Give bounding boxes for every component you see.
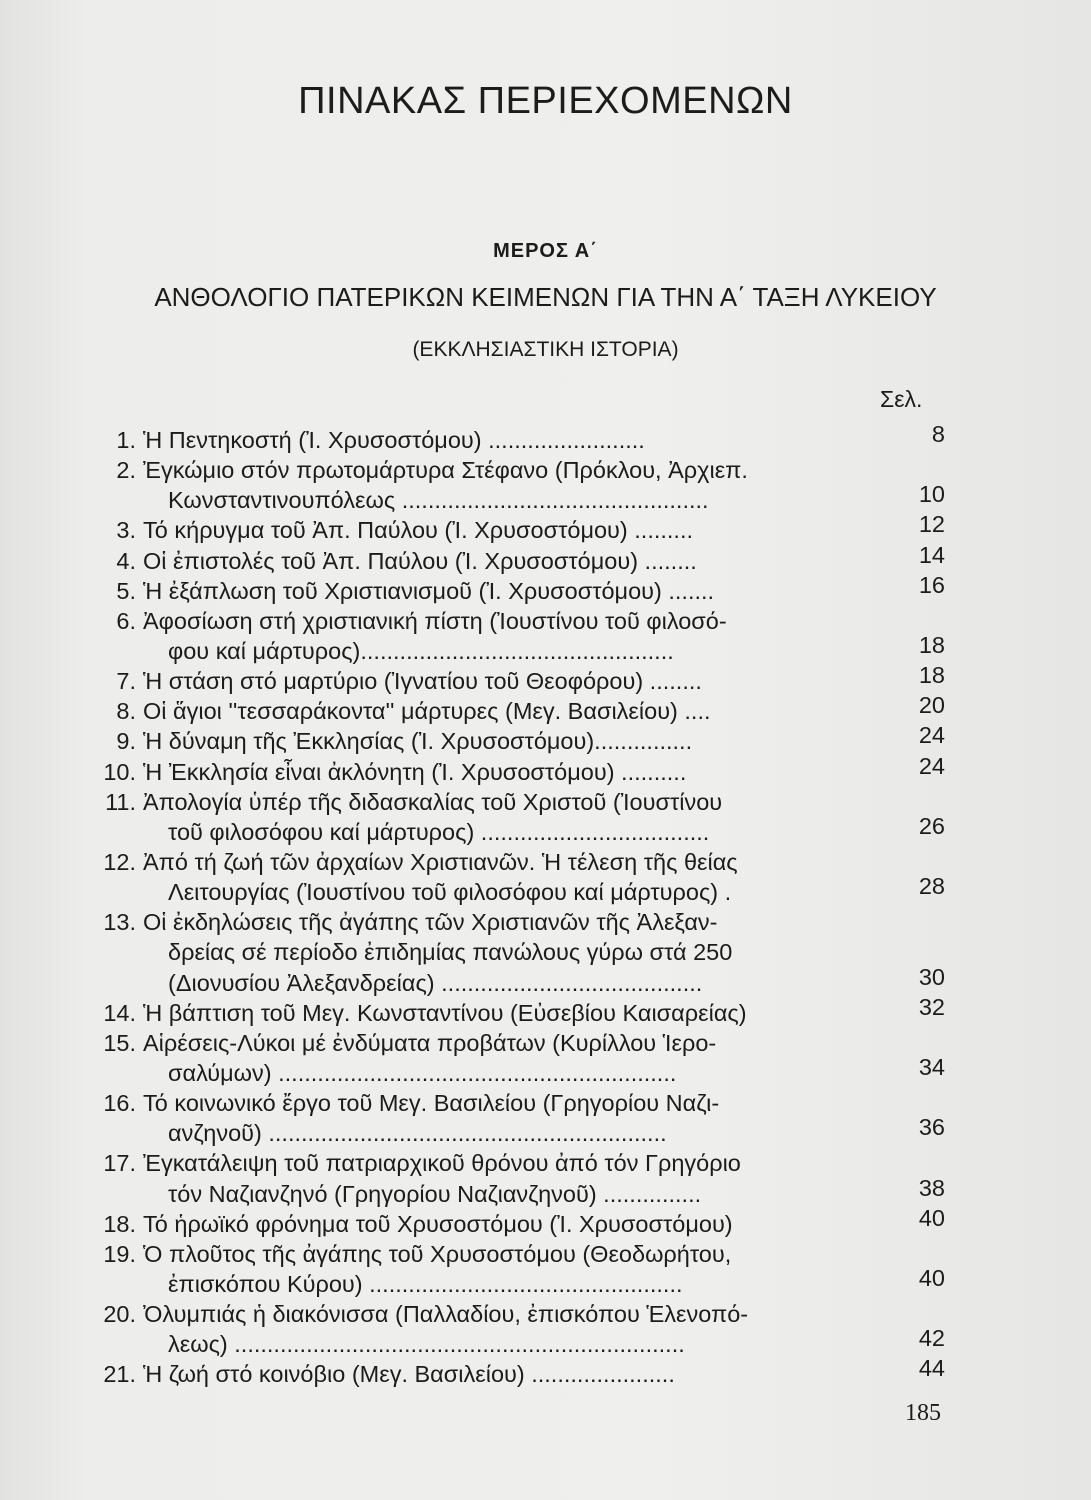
- toc-entry-page: 16: [918, 571, 945, 598]
- toc-entry-line: [0, 1053, 1091, 1088]
- toc-entry-number: 3.: [116, 517, 136, 544]
- toc-entry-title: Ἡ δύναμη τῆς Ἐκκλησίας (Ἰ. Χρυσοστόμου)...............: [143, 728, 693, 755]
- toc-entry-line: [0, 421, 1091, 455]
- toc-entry-title: Λειτουργίας (Ἰουστίνου τοῦ φιλοσόφου καί μάρτυρος) .: [168, 879, 732, 906]
- toc-entry-number: 20.: [103, 1301, 136, 1328]
- page-number: 185: [905, 1400, 941, 1426]
- toc-entry-page: 24: [918, 722, 945, 749]
- toc-entry-page: 38: [918, 1174, 945, 1201]
- toc-entry-page: 30: [918, 963, 945, 990]
- toc-entry-title: τοῦ φιλοσόφου καί μάρτυρος) ...................................: [168, 818, 710, 845]
- toc-entry-number: 14.: [103, 999, 136, 1026]
- toc-entry-number: 5.: [116, 577, 136, 604]
- toc-entry-title: δρείας σέ περίοδο ἐπιδημίας πανώλους γύρω στά 250: [168, 939, 733, 966]
- toc-entry-page: 40: [918, 1264, 945, 1291]
- toc-entry-line: [0, 571, 1091, 606]
- page-title: ΠΙΝΑΚΑΣ ΠΕΡΙΕΧΟΜΕΝΩΝ: [298, 80, 793, 122]
- toc-entry-title: Ἡ ἐξάπλωση τοῦ Χριστιανισμοῦ (Ἰ. Χρυσοστόμου) .......: [143, 577, 715, 604]
- toc-entry-number: 8.: [116, 698, 136, 725]
- toc-entry-page: 18: [918, 662, 945, 689]
- toc-entry-number: 13.: [103, 909, 136, 936]
- toc-entry-title: Τό κήρυγμα τοῦ Ἀπ. Παύλου (Ἰ. Χρυσοστόμου) .........: [143, 517, 694, 544]
- toc-entry-page: 12: [918, 511, 945, 538]
- toc-entry: [0, 1299, 1091, 1359]
- toc-entry: [0, 421, 1091, 455]
- page-column-label: Σελ.: [880, 386, 923, 412]
- toc-entry-line: [0, 873, 1091, 907]
- toc-entry: [0, 1204, 1091, 1239]
- toc-entry-line: [0, 1114, 1091, 1148]
- toc-entry-number: 16.: [103, 1090, 136, 1117]
- toc-entry: [0, 1148, 1091, 1208]
- toc-entry-page: 24: [918, 752, 945, 779]
- toc-entry-title: Ὁ πλοῦτος τῆς ἀγάπης τοῦ Χρυσοστόμου (Θεοδωρήτου,: [143, 1240, 732, 1267]
- part-heading: ΜΕΡΟΣ Α΄: [493, 240, 598, 262]
- toc-entry: [0, 847, 1091, 907]
- toc-entry-number: 15.: [103, 1029, 136, 1056]
- toc-entry: [0, 787, 1091, 847]
- toc-entry-title: λεως) .....................................................................: [168, 1331, 685, 1358]
- toc-entry-page: 42: [918, 1325, 945, 1352]
- toc-entry-title: φου καί μάρτυρος)................................................: [168, 637, 674, 664]
- toc-entry-number: 11.: [105, 788, 136, 815]
- toc-entry-number: 6.: [116, 607, 136, 634]
- toc-entry-title: Ἡ Πεντηκοστή (Ἰ. Χρυσοστόμου) ........................: [143, 427, 645, 453]
- toc-entry-line: [0, 907, 1091, 937]
- toc-entry-page: 34: [918, 1053, 945, 1080]
- toc-entry-title: Ἡ Ἐκκλησία εἶναι ἀκλόνητη (Ἰ. Χρυσοστόμου) ..........: [143, 758, 687, 785]
- toc-entry-line: [0, 1204, 1091, 1239]
- toc-entry: [0, 1239, 1091, 1299]
- toc-entry-title: Ἐγκώμιο στόν πρωτομάρτυρα Στέφανο (Πρόκλου, Ἀρχιεπ.: [143, 457, 748, 484]
- section-heading: (ΕΚΚΛΗΣΙΑΣΤΙΚΗ ΙΣΤΟΡΙΑ): [412, 338, 679, 361]
- toc-entry-title: Ἡ ζωή στό κοινόβιο (Μεγ. Βασιλείου) ......................: [143, 1361, 675, 1388]
- toc-entry-title: ανζηνοῦ) .............................................................: [168, 1120, 667, 1147]
- toc-entry-number: 18.: [103, 1210, 136, 1237]
- toc-entry: [0, 907, 1091, 997]
- table-of-contents: [0, 421, 1091, 1390]
- anthology-subtitle: ΑΝΘΟΛΟΓΙΟ ΠΑΤΕΡΙΚΩΝ ΚΕΙΜΕΝΩΝ ΓΙΑ ΤΗΝ Α΄ ΤΑΞΗ ΛΥΚΕΙΟΥ: [154, 282, 937, 312]
- toc-entry-page: 32: [918, 993, 945, 1020]
- toc-entry-title: Ὀλυμπιάς ἡ διακόνισσα (Παλλαδίου, ἐπισκόπου Ἑλενοπό-: [143, 1301, 749, 1328]
- toc-entry-number: 19.: [103, 1240, 136, 1267]
- toc-entry-title: Ἀπολογία ὑπέρ τῆς διδασκαλίας τοῦ Χριστοῦ (Ἰουστίνου: [143, 788, 723, 815]
- toc-entry-title: Αἱρέσεις-Λύκοι μέ ἐνδύματα προβάτων (Κυρίλλου Ἱερο-: [143, 1029, 717, 1056]
- toc-entry-number: 9.: [116, 728, 136, 755]
- toc-entry: [0, 1355, 1091, 1389]
- toc-entry: [0, 1028, 1091, 1088]
- toc-entry: [0, 606, 1091, 666]
- toc-entry-title: Οἱ ἅγιοι ''τεσσαράκοντα'' μάρτυρες (Μεγ. Βασιλείου) ....: [143, 698, 711, 725]
- toc-entry-page: 44: [918, 1355, 945, 1382]
- toc-entry-number: 21.: [103, 1361, 136, 1388]
- toc-entry-line: [0, 993, 1091, 1028]
- toc-entry-title: Ἀφοσίωση στή χριστιανική πίστη (Ἰουστίνου τοῦ φιλοσό-: [143, 607, 727, 634]
- toc-entry-line: [0, 1355, 1091, 1389]
- toc-entry-page: 40: [918, 1204, 945, 1231]
- toc-entry: [0, 752, 1091, 787]
- toc-entry-number: 2.: [116, 457, 136, 484]
- toc-entry-title: (Διονυσίου Ἀλεξανδρείας) ........................................: [168, 969, 703, 996]
- toc-entry-title: Ἐγκατάλειψη τοῦ πατριαρχικοῦ θρόνου ἀπό τόν Γρηγόριο: [143, 1150, 741, 1177]
- toc-entry-title: σαλύμων) .............................................................: [168, 1059, 677, 1086]
- toc-entry-number: 10.: [103, 758, 136, 785]
- toc-entry-title: Ἀπό τή ζωή τῶν ἀρχαίων Χριστιανῶν. Ἡ τέλεση τῆς θείας: [143, 848, 738, 875]
- toc-entry-page: 36: [918, 1114, 945, 1141]
- toc-entry: [0, 571, 1091, 606]
- toc-entry-number: 1.: [116, 427, 136, 453]
- toc-entry-number: 17.: [103, 1150, 136, 1177]
- toc-entry-title: Οἱ ἐπιστολές τοῦ Ἀπ. Παύλου (Ἰ. Χρυσοστόμου) ........: [143, 547, 697, 574]
- toc-entry-title: τόν Ναζιανζηνό (Γρηγορίου Ναζιανζηνοῦ) ...............: [168, 1180, 702, 1207]
- toc-entry-line: [0, 1264, 1091, 1299]
- toc-entry-title: Ἡ βάπτιση τοῦ Μεγ. Κωνσταντίνου (Εὐσεβίου Καισαρείας): [143, 999, 747, 1026]
- toc-entry-line: [0, 752, 1091, 787]
- toc-entry-page: 28: [918, 873, 945, 900]
- toc-entry: [0, 455, 1091, 515]
- toc-entry-number: 12.: [103, 848, 136, 875]
- toc-entry-number: 7.: [116, 668, 136, 695]
- toc-entry-title: Ἡ στάση στό μαρτύριο (Ἰγνατίου τοῦ Θεοφόρου) ........: [143, 668, 702, 695]
- toc-entry-page: 8: [931, 421, 945, 447]
- toc-entry-number: 4.: [116, 547, 136, 574]
- toc-entry-page: 10: [918, 481, 945, 508]
- toc-entry-page: 14: [918, 541, 945, 568]
- toc-entry: [0, 993, 1091, 1028]
- toc-entry-page: 18: [918, 631, 945, 658]
- toc-entry-title: Κωνσταντινουπόλεως ...............................................: [168, 487, 709, 514]
- toc-entry-title: ἐπισκόπου Κύρου) ................................................: [168, 1270, 683, 1297]
- toc-entry-title: Τό ἡρωϊκό φρόνημα τοῦ Χρυσοστόμου (Ἰ. Χρυσοστόμου): [143, 1210, 733, 1237]
- toc-entry-page: 20: [918, 692, 945, 719]
- toc-entry-title: Οἱ ἐκδηλώσεις τῆς ἀγάπης τῶν Χριστιανῶν τῆς Ἀλεξαν-: [143, 909, 718, 936]
- toc-entry-line: [0, 812, 1091, 847]
- toc-entry: [0, 1088, 1091, 1148]
- toc-entry-page: 26: [918, 812, 945, 839]
- toc-entry-title: Τό κοινωνικό ἔργο τοῦ Μεγ. Βασιλείου (Γρηγορίου Ναζι-: [143, 1090, 720, 1117]
